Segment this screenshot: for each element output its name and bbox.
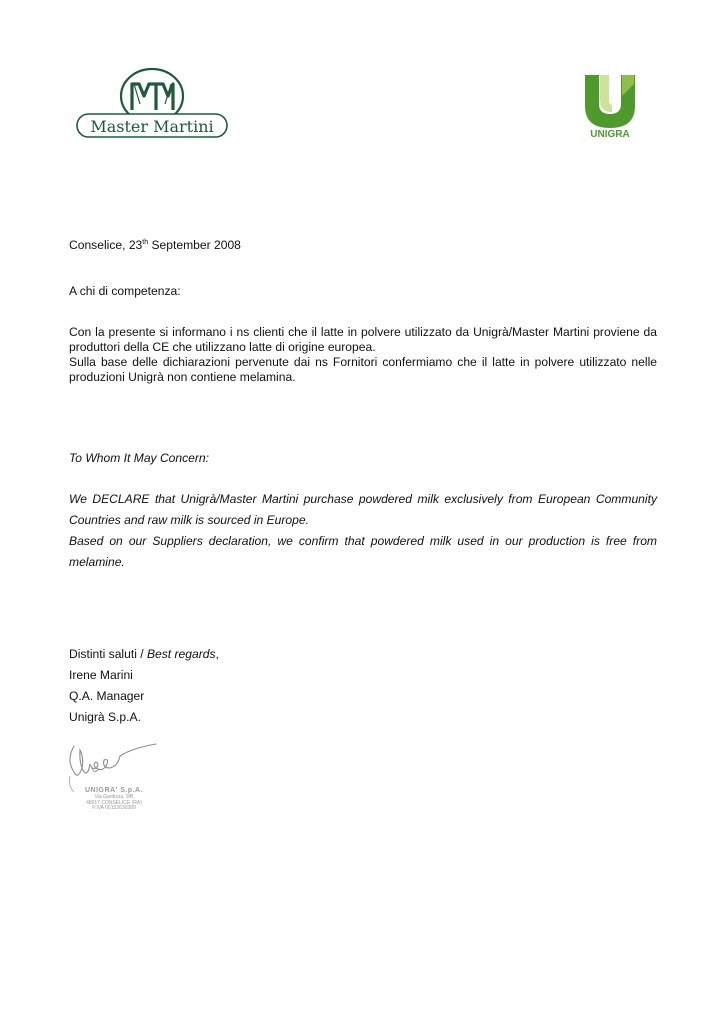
stamp-line: P.IVA 00152630389 bbox=[92, 805, 136, 811]
signer-name: Irene Marini bbox=[69, 668, 133, 682]
closing: Distinti saluti / Best regards, bbox=[69, 647, 219, 661]
master-martini-logo-text: Master Martini bbox=[90, 117, 214, 136]
unigra-logo bbox=[578, 70, 642, 140]
body-english bbox=[69, 489, 657, 573]
company-stamp bbox=[74, 787, 154, 812]
stamp-company-name: UNIGRA' S.p.A. bbox=[84, 787, 144, 794]
unigra-logo-text: UNIGRA bbox=[590, 129, 630, 140]
stamp-line: Via Gardizza, 9/B bbox=[94, 794, 134, 800]
body-italian-line: Sulla base delle dichiarazioni pervenute dai ns Fornitori confermiamo che il latte in polvere utilizzato nelle bbox=[69, 355, 657, 369]
master-martini-logo bbox=[72, 66, 232, 142]
letter-date: Conselice, 23th September 2008 bbox=[69, 238, 241, 252]
stamp-line: 48017 CONSELICE (RA) bbox=[86, 799, 142, 806]
salutation-italian: A chi di competenza: bbox=[69, 284, 181, 298]
body-english-line: Countries and raw milk is sourced in Europe. bbox=[69, 513, 309, 527]
body-english-line: Based on our Suppliers declaration, we confirm that powdered milk used in our production is free from bbox=[69, 534, 657, 548]
body-italian-line: produttori della CE che utilizzano latte di origine europea. bbox=[69, 340, 376, 354]
body-italian-line: Con la presente si informano i ns clienti che il latte in polvere utilizzato da Unigrà/Master Martini proviene da bbox=[69, 325, 657, 339]
salutation-english: To Whom It May Concern: bbox=[69, 451, 210, 465]
signer-title: Q.A. Manager bbox=[69, 689, 145, 703]
body-italian bbox=[69, 325, 657, 385]
body-english-line: melamine. bbox=[69, 555, 125, 569]
signer-company: Unigrà S.p.A. bbox=[69, 710, 141, 724]
body-english-line: We DECLARE that Unigrà/Master Martini purchase powdered milk exclusively from European Community bbox=[69, 492, 657, 506]
body-italian-line: produzioni Unigrà non contiene melamina. bbox=[69, 370, 296, 384]
